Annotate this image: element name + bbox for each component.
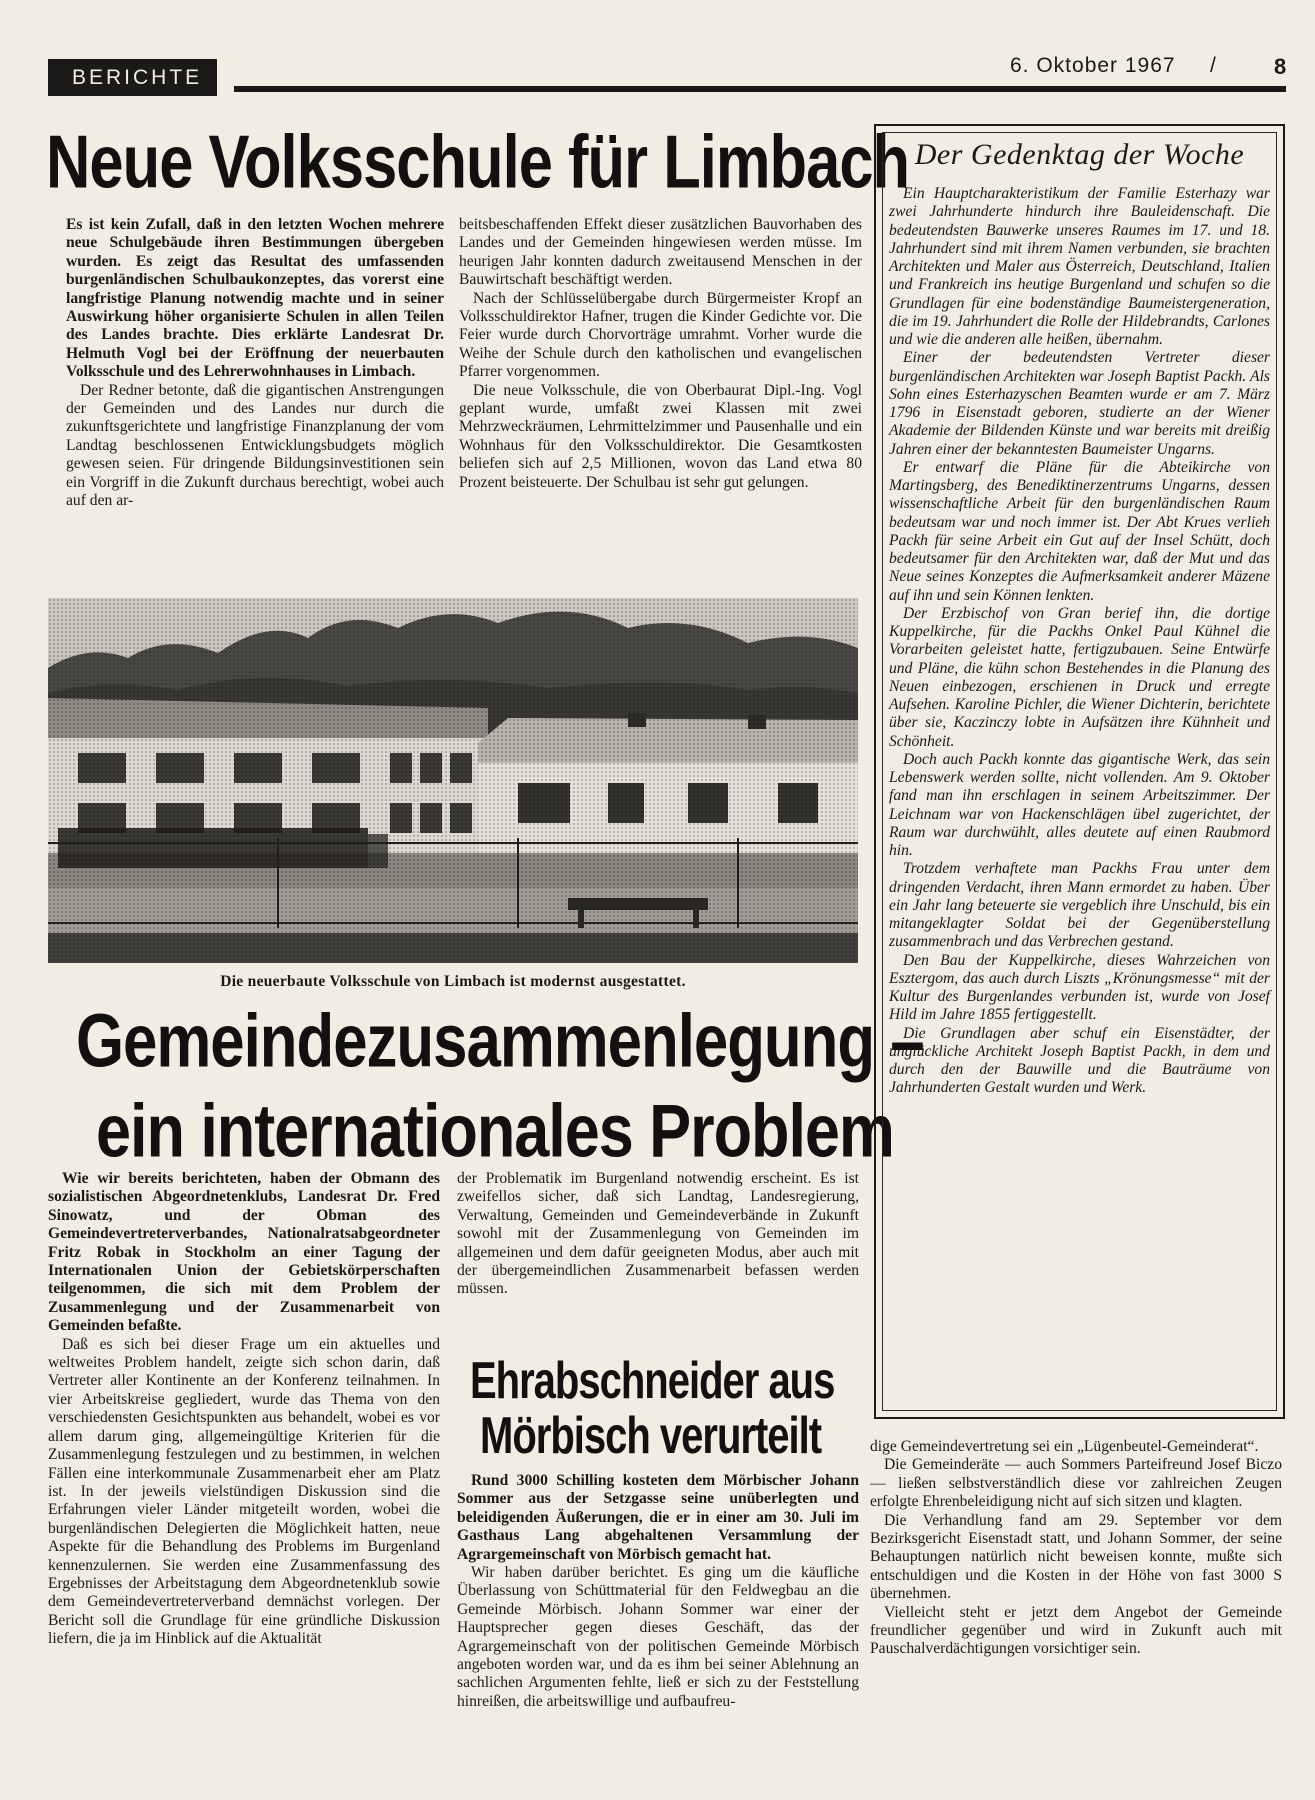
sidebar-paragraph: Doch auch Packh konnte das gigantische Werk, das sein Lebenswerk werden sollte, nicht vollenden. Am 9. Oktober fand man ihn erschlagen in seinem Arbeitszimmer. Der Leichnam war von Hackenschlägen übel zugerichtet, der Raum war durchwühlt, alles deutete auf einen Raubmord hin.	[889, 750, 1270, 859]
article1-paragraph: Die neue Volksschule, die von Oberbaurat Dipl.-Ing. Vogl geplant wurde, umfaßt zwei Klassen mit zwei Mehrzweckräumen, Lehrmittelzimmer und Pausenhalle und ein Wohnhaus für den Volksschuldirektor. Die Gesamtkosten beliefen sich auf 2,5 Millionen, wovon das Land etwa 80 Prozent beisteuerte. Der Schulbau ist sehr gut gelungen.	[459, 381, 862, 491]
article2-lead: Wie wir bereits berichteten, haben der Obmann des sozialistischen Abgeordnetenklubs, Landesrat Dr. Fred Sinowatz, und der Obman des Gemeindevertreterverbandes, Nationalratsabgeordneter Fritz Robak in Stockholm an einer Tagung der Internationalen Union der Gebietskörperschaften teilgenommen, die sich mit dem Problem der Zusammenlegung und der Zusammenarbeit von Gemeinden befaßte.	[48, 1170, 440, 1335]
article3-paragraph: Die Gemeinderäte — auch Sommers Parteifreund Josef Biczo — ließen selbstverständlich diese vor zahlreichen Zeugen erfolgte Ehrenbeleidigung nicht auf sich sitzen und klagten.	[870, 1456, 1282, 1511]
sidebar-paragraph: Er entwarf die Pläne für die Abteikirche von Martingsberg, des Benediktinerzentrums Ungarns, dessen wissenschaftliche Arbeit für den burgenländischen Raum bedeutsam war und noch immer ist. Der Abt Krues verlieh Packh für seine Arbeit ein Gut auf der Insel Schütt, doch bedeutsamer für den Architekten war, daß der Mut und das Neue seines Konzeptes die Aufmerksamkeit anderer Mäzene auf ihn und sein Können lenkten.	[889, 458, 1270, 604]
sidebar-paragraph: Trotzdem verhaftete man Packhs Frau unter dem dringenden Verdacht, ihren Mann ermordet zu haben. Über ein Jahr lang beteuerte sie vergeblich ihre Unschuld, bis ein mitangeklagter Soldat bei der Gegenüberstellung zusammenbrach und das Verbrechen gestand.	[889, 860, 1270, 951]
section-label-text: BERICHTE	[72, 65, 203, 89]
article3-headline-line-1: Ehrabschneider aus	[470, 1352, 835, 1410]
article3-body	[457, 1472, 859, 1711]
sidebar-title: Der Gedenktag der Woche	[914, 138, 1245, 171]
article1-paragraph: beitsbeschaffenden Effekt dieser zusätzlichen Bauvorhaben des Landes und der Gemeinden hingewiesen werden müsse. Im heurigen Jahr konnten dadurch zweitausend Menschen in der Bauwirtschaft beschäftigt werden.	[459, 216, 862, 289]
sidebar-paragraph: Ein Hauptcharakteristikum der Familie Esterhazy war zwei Jahrhunderte hindurch ihre Bauleidenschaft. Die bedeutendsten Bauwerke unseres Raumes im 17. und 18. Jahrhundert sind mit ihrem Namen verbunden, sie brachten Architekten und Maler aus Österreich, Deutschland, Italien und Frankreich ins heutige Burgenland und schufen so die Grundlagen für eine bodenständige Baumeistergeneration, die im 19. Jahrhundert die Rolle der Hildebrandts, Carlones und wie die anderen alle heißen, übernahm.	[889, 185, 1270, 348]
sidebar-paragraph: Die Grundlagen aber schuf ein Eisenstädter, der unglückliche Architekt Joseph Baptist Packh, in dem und durch den der Bauwille und die Bauträume von Jahrhunderten Gestalt wurden und Werk.	[889, 1024, 1270, 1097]
sidebar-paragraph: Den Bau der Kuppelkirche, dieses Wahrzeichen von Esztergom, das auch durch Liszts „Krönungsmesse“ mit der Kultur des Burgenlandes verbunden ist, wurde von Josef Hild im Jahre 1855 fertiggestellt.	[889, 951, 1270, 1024]
article1-column-1	[66, 216, 444, 511]
article2-column-1	[48, 1170, 440, 1649]
article2-headline-line-1: Gemeindezusammenlegung –	[76, 999, 924, 1083]
school-photo	[48, 598, 858, 963]
sidebar-text	[889, 185, 1270, 1098]
article3-paragraph: Die Verhandlung fand am 29. September vor dem Bezirksgericht Eisenstadt statt, und Johann Sommer, der seine Behauptungen natürlich nicht beweisen konnte, mußte sich entschuldigen und die Kosten in der Höhe von fast 3000 S übernehmen.	[870, 1511, 1282, 1603]
article3-continuation	[870, 1438, 1282, 1659]
article2-paragraph: der Problematik im Burgenland notwendig erscheint. Es ist zweifellos sicher, daß sich Landtag, Landesregierung, Verwaltung, Gemeinden und Gemeindeverbände in Zukunft sowohl mit der Zusammenlegung von Gemeinden im allgemeinen und dem dafür geeigneten Modus, aber auch mit der übergemeindlichen Zusammenarbeit befassen werden müssen.	[457, 1170, 859, 1298]
article3-paragraph: dige Gemeindevertretung sei ein „Lügenbeutel-Gemeinderat“.	[870, 1438, 1259, 1455]
article1-column-2	[459, 216, 862, 492]
article3-headline-line-2: Mörbisch verurteilt	[480, 1407, 822, 1465]
article1-lead: Es ist kein Zufall, daß in den letzten Wochen mehrere neue Schulgebäude ihren Bestimmungen übergeben wurden. Es zeigt das Resultat des umfassenden burgenländischen Schulbaukonzeptes, das vorerst eine langfristige Planung notwendig machte und in seiner Auswirkung höher organisierte Schulen in allen Teilen des Landes brachte. Dies erklärte Landesrat Dr. Helmuth Vogl bei der Eröffnung der neuerbauten Volksschule und des Lehrerwohnhauses in Limbach.	[66, 216, 444, 381]
article1-paragraph: Nach der Schlüsselübergabe durch Bürgermeister Kropf an Volksschuldirektor Hafner, trugen die Kinder Gedichte vor. Die Feier wurde durch Chorvorträge umrahmt. Vorher wurde die Weihe der Schule durch den katholischen und evangelischen Pfarrer vorgenommen.	[459, 289, 862, 381]
issue-date: 6. Oktober 1967	[1010, 54, 1176, 77]
sidebar-paragraph: Einer der bedeutendsten Vertreter dieser burgenländischen Architekten war Joseph Baptist Packh. Als Sohn eines Esterhazyschen Beamten wurde er am 7. März 1796 in Eisenstadt geboren, studierte an der Wiener Akademie der Bildenden Künste und war bereits mit dreißig Jahren einer der bekanntesten Baumeister Ungarns.	[889, 349, 1270, 458]
article3-paragraph: Vielleicht steht er jetzt dem Angebot der Gemeinde freundlicher gegenüber und wird in Zukunft auch mit Pauschalverdächtigungen vorsichtiger sein.	[870, 1603, 1282, 1658]
article2-column-2	[457, 1170, 859, 1299]
article2-paragraph: Daß es sich bei dieser Frage um ein aktuelles und weltweites Problem handelt, zeigte sich schon darin, daß Vertreter aller Kontinente an der Konferenz teilnahmen. In vier Arbeitskreise gegliedert, wurde das Thema von den verschiedensten Gesichtspunkten aus behandelt, wobei es vor allem darum ging, allgemeingültige Kriterien für die Zusammenlegung festzulegen und zu bestimmen, in welchen Fällen eine interkommunale Zusammenarbeit eher am Platz ist. In der jeweils vielstündigen Diskussion sind die Erfahrungen vieler Länder mitgeteilt worden, wobei die burgenländischen Delegierten die Möglichkeit hatten, neue Aspekte für die Behandlung des Problems im Burgenland kennenzulernen. Sie werden eine Zusammenfassung des Ergebnisses der Arbeitstagung dem Abgeordnetenklub sowie dem Gemeindevertreterverband demnächst vorlegen. Der Bericht soll die Grundlage für eine gründliche Diskussion liefern, die ja im Hinblick auf die Aktualität	[48, 1335, 440, 1648]
section-label	[48, 59, 217, 96]
page-number: 8	[1274, 54, 1287, 79]
page-separator: /	[1210, 54, 1216, 77]
article1-headline: Neue Volksschule für Limbach	[46, 119, 910, 205]
photo-caption: Die neuerbaute Volksschule von Limbach ist modernst ausgestattet.	[220, 973, 686, 990]
article3-lead: Rund 3000 Schilling kosteten dem Mörbischer Johann Sommer aus der Setzgasse seine unüberlegten und beleidigenden Äußerungen, die er in einer am 30. Juli im Gasthaus Lang abgehaltenen Versammlung der Agrargemeinschaft von Mörbisch gemacht hat.	[457, 1472, 859, 1563]
article1-paragraph: Der Redner betonte, daß die gigantischen Anstrengungen der Gemeinden und des Landes nur durch die zukunftsgerichtete und langfristige Finanzplanung der vom Landtag beschlossenen Entwicklungsbudgets möglich gewesen seien. Für dringende Bildungsinvestitionen sein ein Vorgriff in die Zukunft durchaus berechtigt, wobei auch auf den ar-	[66, 381, 444, 510]
sidebar-paragraph: Der Erzbischof von Gran berief ihn, die dortige Kuppelkirche, für die Packhs Onkel Paul Kühnel die Vorarbeiten geleistet hatte, fertigzubauen. Seine Entwürfe und Pläne, die kühn schon Bestehendes in die Planung des Neuen einbezogen, erschienen in Druck und erregte Aufsehen. Karoline Pichler, die Wiener Dichterin, berichtete über sie, Kaczinczy lobte in Aufsätzen ihre Kühnheit und Schönheit.	[889, 604, 1270, 750]
header-rule	[234, 86, 1286, 92]
article3-paragraph: Wir haben darüber berichtet. Es ging um die käufliche Überlassung von Schüttmaterial für den Feldwegbau an die Gemeinde Mörbisch. Johann Sommer war einer der Hauptsprecher gegen dieses Geschäft, das der Agrargemeinschaft von der politischen Gemeinde Mörbisch angeboten worden war, und da es ihm bei seiner Ablehnung an sachlichen Argumenten fehlte, ließ er sich zu der Feststellung hinreißen, die arbeitswillige und aufbaufreu-	[457, 1564, 859, 1710]
article2-headline-line-2: ein internationales Problem	[96, 1089, 894, 1173]
